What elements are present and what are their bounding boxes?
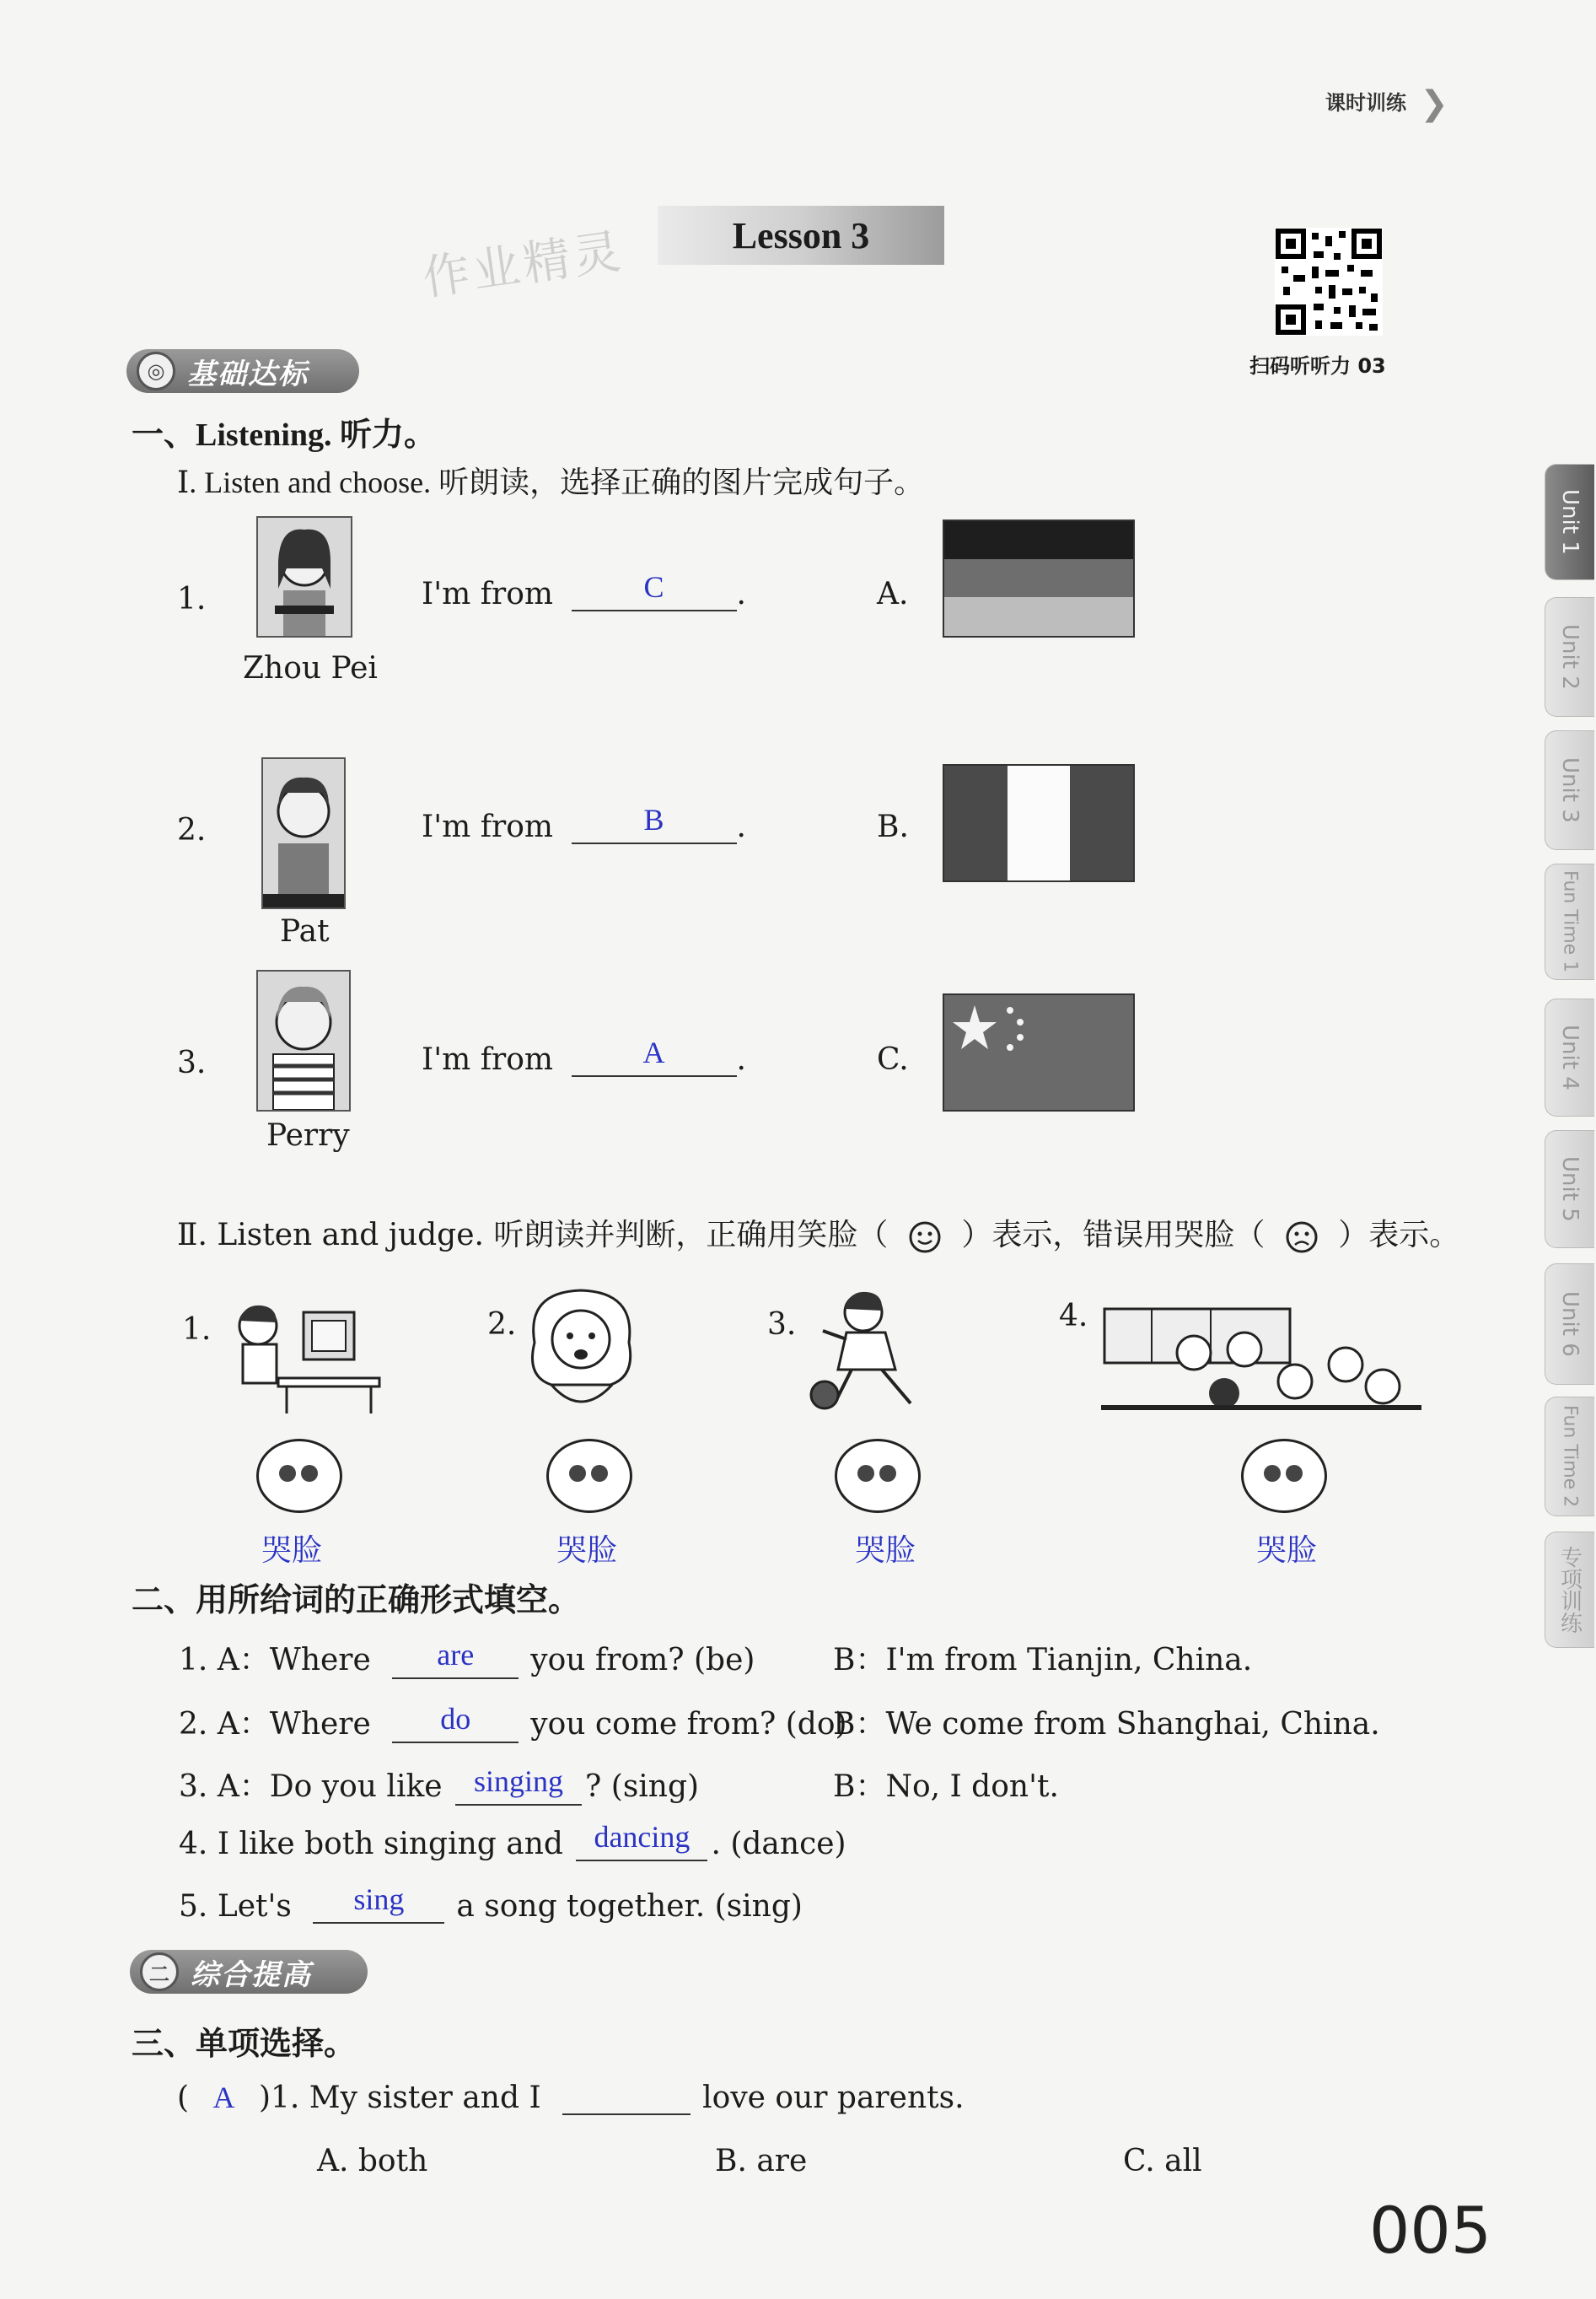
- fill-reply: B：No, I don't.: [833, 1769, 1059, 1804]
- qr-caption: 扫码听听力 03: [1249, 354, 1386, 378]
- tab-fun-time-2[interactable]: Fun Time 2: [1545, 1397, 1594, 1516]
- judge-answer: 哭脸: [855, 1533, 916, 1567]
- flag-germany: [943, 520, 1135, 638]
- mc-answer[interactable]: A: [212, 2081, 235, 2114]
- tab-fun-time-1[interactable]: Fun Time 1: [1545, 864, 1594, 980]
- mc-option-c[interactable]: C. all: [1123, 2144, 1202, 2178]
- answer-blank[interactable]: sing: [313, 1890, 444, 1924]
- boy-computer-picture: [228, 1295, 384, 1413]
- fill-row: 4. I like both singing and dancing . (dance): [179, 1820, 846, 1861]
- tab-unit-5[interactable]: Unit 5: [1545, 1130, 1594, 1248]
- tab-unit-2[interactable]: Unit 2: [1545, 597, 1594, 717]
- answer-blank[interactable]: singing: [455, 1772, 582, 1806]
- option-label: B.: [877, 810, 909, 844]
- section3-title: 三、单项选择。: [132, 2024, 357, 2062]
- boy-ball-picture: [801, 1289, 944, 1415]
- judge-answer: 哭脸: [1256, 1533, 1318, 1567]
- part2-item-number: 2.: [487, 1307, 517, 1342]
- fill-row: 1. A：Where are you from? (be): [179, 1638, 755, 1677]
- zhou-pei-portrait: [256, 516, 352, 638]
- perry-portrait: [256, 970, 351, 1112]
- answer-blank[interactable]: [562, 2081, 691, 2115]
- lesson-title-banner: [658, 206, 944, 265]
- girl-picture: [518, 1284, 644, 1415]
- sentence-row: I'm from B .: [422, 803, 746, 844]
- pat-portrait: [261, 757, 346, 909]
- qr-code[interactable]: [1275, 228, 1383, 336]
- sentence-row: I'm from A .: [422, 1036, 746, 1077]
- chevron-right-icon: ❯: [1420, 84, 1448, 123]
- part2-item-number: 3.: [767, 1307, 797, 1342]
- judge-answer: 哭脸: [261, 1533, 323, 1567]
- tab-unit-6[interactable]: Unit 6: [1545, 1263, 1594, 1385]
- part1-item-number: 1.: [177, 582, 207, 616]
- sentence-row: I'm from C .: [422, 570, 746, 611]
- tab-unit-1[interactable]: Unit 1: [1545, 464, 1594, 580]
- judge-face-circle[interactable]: [835, 1439, 921, 1513]
- fill-row: 2. A：Where do you come from? (do): [179, 1702, 847, 1742]
- portrait-name: Pat: [280, 914, 330, 949]
- part2-item-number: 4.: [1059, 1299, 1088, 1333]
- judge-face-circle[interactable]: [1241, 1439, 1327, 1513]
- part1-item-number: 3.: [177, 1046, 207, 1080]
- judge-answer: 哭脸: [556, 1533, 618, 1567]
- tab-unit-4[interactable]: Unit 4: [1545, 999, 1594, 1117]
- mc-option-a[interactable]: A. both: [317, 2144, 428, 2178]
- lesson-title: Lesson 3: [732, 214, 870, 256]
- classroom-picture: [1101, 1306, 1421, 1417]
- tab-special-training[interactable]: 专项训练: [1545, 1532, 1594, 1648]
- fill-row: 5. Let's sing a song together. (sing): [179, 1882, 803, 1924]
- target-icon: ◎: [137, 352, 175, 390]
- watermark: 作业精灵: [419, 223, 627, 307]
- tab-unit-3[interactable]: Unit 3: [1545, 730, 1594, 850]
- fill-reply: B：I'm from Tianjin, China.: [833, 1643, 1253, 1677]
- part2-item-number: 1.: [182, 1312, 212, 1347]
- judge-face-circle[interactable]: [546, 1439, 632, 1513]
- answer-blank[interactable]: dancing: [576, 1828, 707, 1861]
- part2-instruction: Ⅱ. Listen and judge. 听朗读并判断，正确用笑脸（ ）表示，错误用哭脸（ ）表示。: [177, 1218, 1460, 1252]
- portrait-name: Zhou Pei: [243, 651, 378, 686]
- answer-blank[interactable]: A: [572, 1043, 737, 1077]
- option-label: A.: [877, 577, 909, 611]
- flag-china: [943, 993, 1135, 1112]
- mc-option-b[interactable]: B. are: [715, 2144, 808, 2178]
- part1-item-number: 2.: [177, 813, 207, 848]
- smile-face-icon: [908, 1220, 942, 1254]
- portrait-name: Perry: [266, 1118, 350, 1153]
- section-number-icon: 二: [140, 1952, 179, 1991]
- section-badge-advanced: 二 综合提高: [130, 1950, 368, 1994]
- judge-face-circle[interactable]: [256, 1439, 342, 1513]
- fill-reply: B：We come from Shanghai, China.: [833, 1707, 1380, 1742]
- mc-question: ( A )1. My sister and I love our parents.: [177, 2081, 965, 2115]
- fill-row: 3. A：Do you like singing ? (sing): [179, 1764, 700, 1804]
- sad-face-icon: [1285, 1220, 1319, 1254]
- section2-title: 二、用所给词的正确形式填空。: [132, 1580, 581, 1618]
- option-label: C.: [877, 1042, 909, 1077]
- answer-blank[interactable]: are: [392, 1645, 519, 1679]
- section1-title: 一、Listening. 听力。: [132, 417, 437, 453]
- answer-blank[interactable]: C: [572, 578, 737, 611]
- answer-blank[interactable]: do: [392, 1709, 519, 1743]
- page-number: 005: [1369, 2193, 1492, 2268]
- part1-instruction: Ⅰ. Listen and choose. 听朗读，选择正确的图片完成句子。: [177, 466, 925, 499]
- answer-blank[interactable]: B: [572, 810, 737, 844]
- section-badge-basic: ◎ 基础达标: [126, 349, 359, 393]
- flag-italy: [943, 764, 1135, 882]
- header-tag: 课时训练 ❯: [1325, 84, 1448, 123]
